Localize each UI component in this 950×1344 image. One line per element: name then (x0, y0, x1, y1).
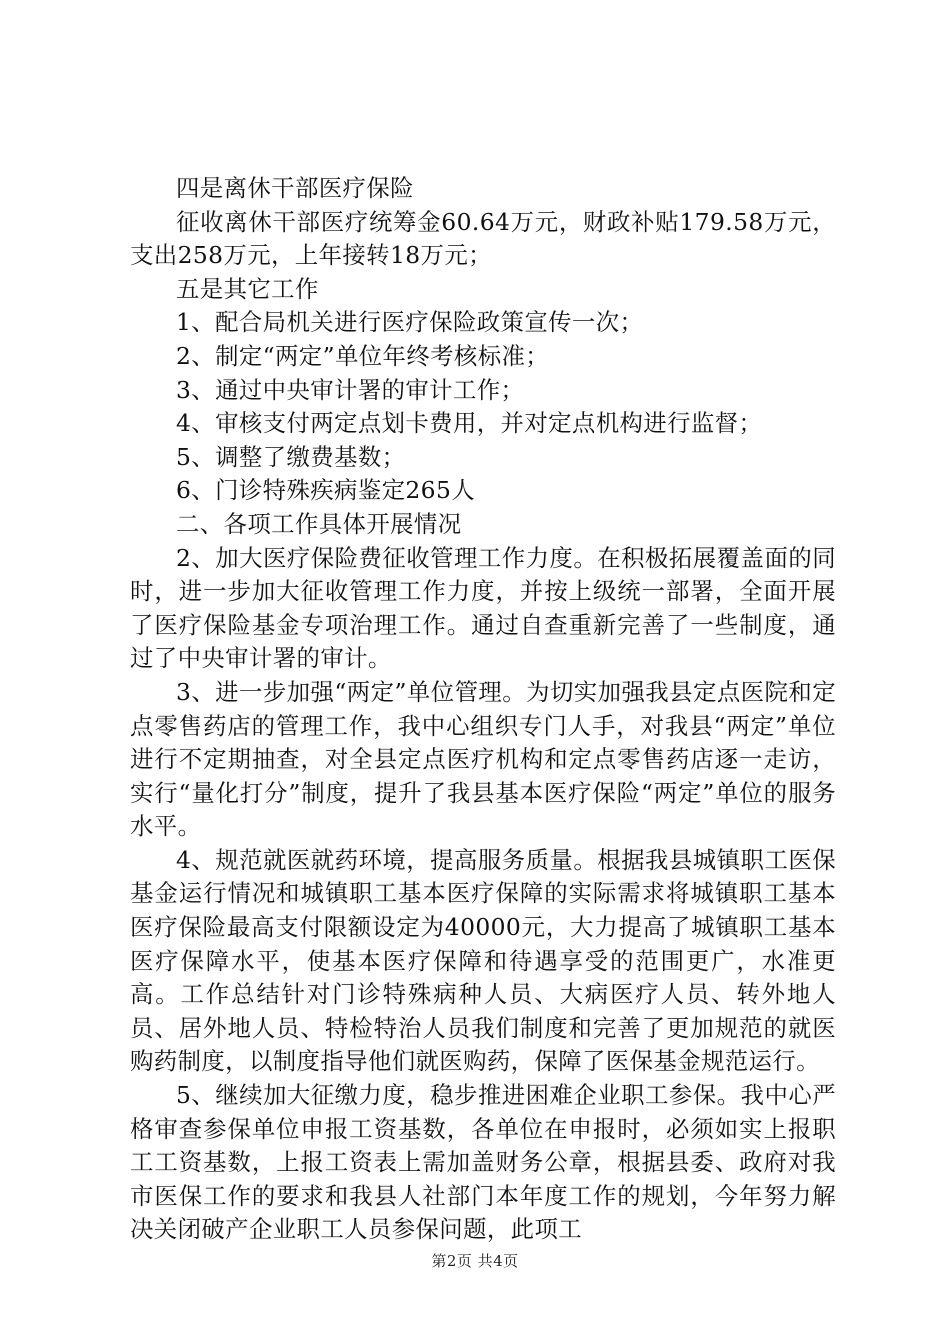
paragraph: 1、配合局机关进行医疗保险政策宣传一次； (176, 308, 644, 337)
paragraph: 6、门诊特殊疾病鉴定265人 (176, 476, 476, 505)
paragraph: 5、调整了缴费基数； (176, 442, 406, 471)
section-heading: 二、各项工作具体开展情况 (176, 509, 462, 538)
paragraph: 4、规范就医就药环境，提高服务质量。根据我县城镇职工医保基金运行情况和城镇职工基本医疗保障的实际需求将城镇职工基本医疗保险最高支付限额设定为40000元，大力提高了城镇职工基本医疗保障水平，使基本医疗保障和待遇享受的范围更广，水准更高。工作总结针对门诊特殊病种人员、大病医疗人员、转外地人员、居外地人员、特检特治人员我们制度和完善了更加规范的就医购药制度，以制度指导他们就医购药，保障了医保基金规范运行。 (130, 845, 836, 1076)
paragraph: 四是离休干部医疗保险 (176, 174, 414, 202)
page-number-footer: 第2页 共4页 (431, 1252, 519, 1270)
paragraph: 3、通过中央审计署的审计工作； (176, 375, 525, 404)
paragraph: 2、加大医疗保险费征收管理工作力度。在积极拓展覆盖面的同时，进一步加大征收管理工作力度，并按上级统一部署，全面开展了医疗保险基金专项治理工作。通过自查重新完善了一些制度，通过了中央审计署的审计。 (130, 543, 836, 673)
paragraph: 3、进一步加强“两定”单位管理。为切实加强我县定点医院和定点零售药店的管理工作，我中心组织专门人手，对我县“两定”单位进行不定期抽查，对全县定点医疗机构和定点零售药店逐一走访，实行“量化打分”制度，提升了我县基本医疗保险“两定”单位的服务水平。 (130, 677, 836, 841)
document-body (130, 172, 836, 1247)
paragraph: 征收离休干部医疗统筹金60.64万元，财政补贴179.58万元，支出258万元，上年接转18万元； (130, 207, 836, 270)
paragraph: 2、制定“两定”单位年终考核标准； (176, 341, 550, 370)
paragraph: 五是其它工作 (176, 274, 319, 303)
paragraph: 5、继续加大征缴力度，稳步推进困难企业职工参保。我中心严格审查参保单位申报工资基数，各单位在申报时，必须如实上报职工工资基数，上报工资表上需加盖财务公章，根据县委、政府对我市医保工作的要求和我县人社部门本年度工作的规划，今年努力解决关闭破产企业职工人员参保问题，此项工 (130, 1081, 836, 1244)
paragraph: 4、审核支付两定点划卡费用，并对定点机构进行监督； (176, 409, 763, 438)
